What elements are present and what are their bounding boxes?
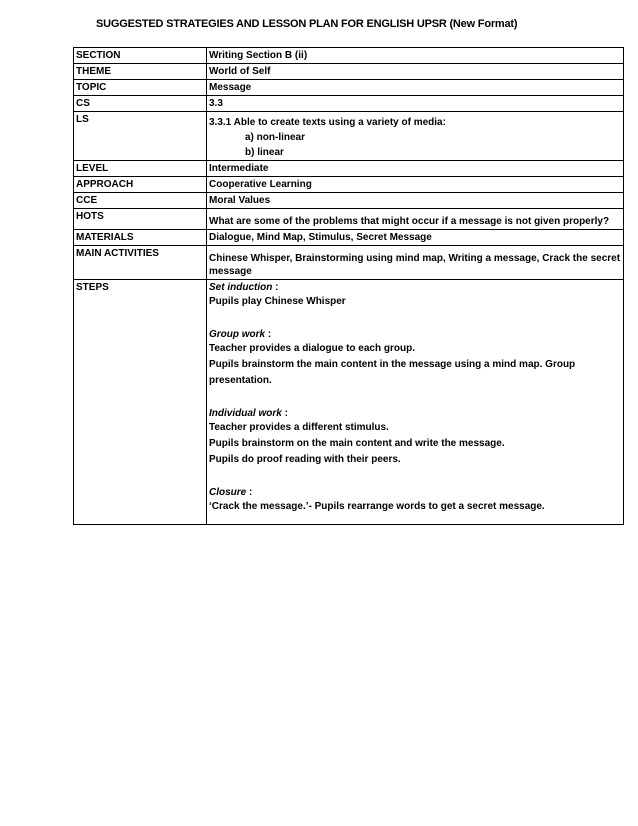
row-value-theme: World of Self bbox=[207, 64, 624, 80]
row-label-section: SECTION bbox=[74, 48, 207, 64]
row-label-cs: CS bbox=[74, 96, 207, 112]
table-row-ls bbox=[74, 112, 624, 161]
step-individual-work bbox=[209, 407, 621, 468]
table-row-cs bbox=[74, 96, 624, 112]
table-row-approach bbox=[74, 177, 624, 193]
step-line: Teacher provides a different stimulus. bbox=[209, 422, 389, 433]
ls-item-a: a) non-linear bbox=[245, 132, 306, 143]
table-row-steps bbox=[74, 280, 624, 525]
row-label-hots: HOTS bbox=[74, 209, 207, 230]
ls-item-b: b) linear bbox=[245, 147, 284, 158]
row-label-materials: MATERIALS bbox=[74, 230, 207, 246]
table-row-cce bbox=[74, 193, 624, 209]
step-colon: : bbox=[265, 329, 272, 340]
row-label-theme: THEME bbox=[74, 64, 207, 80]
row-value-level: Intermediate bbox=[207, 161, 624, 177]
table-row-section bbox=[74, 48, 624, 64]
row-value-ls bbox=[207, 112, 624, 161]
step-closure bbox=[209, 486, 621, 515]
table-row-theme bbox=[74, 64, 624, 80]
row-value-cs: 3.3 bbox=[207, 96, 624, 112]
step-line: Pupils brainstorm on the main content and write the message. bbox=[209, 438, 505, 449]
row-label-main-activities: MAIN ACTIVITIES bbox=[74, 246, 207, 280]
step-line: Pupils do proof reading with their peers. bbox=[209, 454, 401, 465]
table-row-level bbox=[74, 161, 624, 177]
step-heading-closure: Closure bbox=[209, 487, 247, 498]
step-colon: : bbox=[281, 408, 288, 419]
table-row-materials bbox=[74, 230, 624, 246]
row-value-materials: Dialogue, Mind Map, Stimulus, Secret Message bbox=[207, 230, 624, 246]
step-heading-individual-work: Individual work bbox=[209, 408, 282, 419]
row-label-topic: TOPIC bbox=[74, 80, 207, 96]
row-value-hots: What are some of the problems that might occur if a message is not given properly? bbox=[207, 209, 624, 230]
step-colon: : bbox=[272, 282, 279, 293]
step-line: ‘Crack the message.’- Pupils rearrange words to get a secret message. bbox=[209, 501, 545, 512]
row-value-approach: Cooperative Learning bbox=[207, 177, 624, 193]
step-colon: : bbox=[246, 487, 253, 498]
row-label-ls: LS bbox=[74, 112, 207, 161]
row-label-cce: CCE bbox=[74, 193, 207, 209]
table-row-main-activities bbox=[74, 246, 624, 280]
step-heading-group-work: Group work bbox=[209, 329, 266, 340]
row-value-cce: Moral Values bbox=[207, 193, 624, 209]
row-label-level: LEVEL bbox=[74, 161, 207, 177]
row-value-topic: Message bbox=[207, 80, 624, 96]
row-value-steps bbox=[207, 280, 624, 525]
document-title: SUGGESTED STRATEGIES AND LESSON PLAN FOR ENGLISH UPSR (New Format) bbox=[96, 18, 518, 30]
ls-main-text: 3.3.1 Able to create texts using a variety of media: bbox=[209, 117, 446, 128]
row-label-steps: STEPS bbox=[74, 280, 207, 525]
step-heading-set-induction: Set induction bbox=[209, 282, 273, 293]
table-row-hots bbox=[74, 209, 624, 230]
step-line: Teacher provides a dialogue to each group. bbox=[209, 343, 415, 354]
row-value-main-activities: Chinese Whisper, Brainstorming using mind map, Writing a message, Crack the secret message bbox=[207, 246, 624, 280]
row-label-approach: APPROACH bbox=[74, 177, 207, 193]
step-set-induction bbox=[209, 281, 621, 310]
row-value-section: Writing Section B (ii) bbox=[207, 48, 624, 64]
lesson-plan-table bbox=[73, 47, 624, 525]
table-row-topic bbox=[74, 80, 624, 96]
step-group-work bbox=[209, 328, 621, 389]
step-line: Pupils brainstorm the main content in the message using a mind map. Group presentation. bbox=[209, 359, 576, 386]
step-line: Pupils play Chinese Whisper bbox=[209, 296, 346, 307]
